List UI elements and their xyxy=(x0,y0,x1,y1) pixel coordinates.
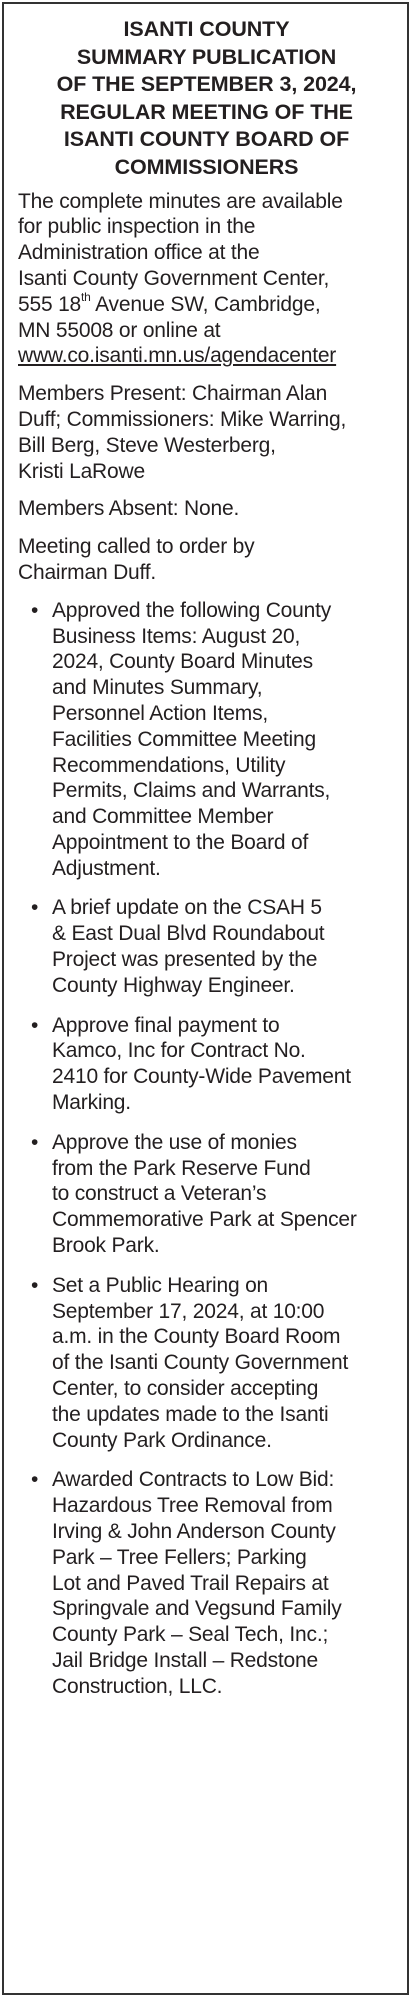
title-line: ISANTI COUNTY BOARD OF xyxy=(63,127,350,152)
text-line: The complete minutes are available xyxy=(18,189,343,213)
text-line: Brook Park. xyxy=(52,1234,160,1258)
text-line: & East Dual Blvd Roundabout xyxy=(52,922,325,946)
text-line: Lot and Paved Trail Repairs at xyxy=(52,1571,329,1595)
text-line: Personnel Action Items, xyxy=(52,701,269,725)
intro-paragraph xyxy=(18,189,395,370)
title-line: SUMMARY PUBLICATION xyxy=(76,44,337,69)
list-item xyxy=(18,895,395,998)
text-line: September 17, 2024, at 10:00 xyxy=(52,1299,325,1323)
text-line: Adjustment. xyxy=(52,856,161,880)
list-item xyxy=(18,598,395,882)
action-items-list xyxy=(18,598,395,1700)
text-line: from the Park Reserve Fund xyxy=(52,1156,311,1180)
address-line xyxy=(18,289,395,318)
text-line: 2410 for County-Wide Pavement xyxy=(52,1065,351,1089)
list-item xyxy=(18,1130,395,1259)
title-line: REGULAR MEETING OF THE xyxy=(60,99,353,124)
public-notice xyxy=(2,2,409,1995)
text-line: Duff; Commissioners: Mike Warring, xyxy=(18,407,347,431)
text-line: Appointment to the Board of xyxy=(52,830,309,854)
text-line: Members Present: Chairman Alan xyxy=(18,382,328,406)
title-line: COMMISSIONERS xyxy=(114,154,299,179)
members-present xyxy=(18,381,395,484)
list-item xyxy=(18,1467,395,1699)
text-line: County Highway Engineer. xyxy=(52,973,295,997)
text-line: Approve final payment to xyxy=(52,1013,280,1037)
bullet-icon: • xyxy=(31,598,39,622)
called-to-order xyxy=(18,534,395,586)
text-line: 2024, County Board Minutes xyxy=(52,650,313,674)
text-line: Project was presented by the xyxy=(52,948,318,972)
text-line: and Minutes Summary, xyxy=(52,676,263,700)
text-line: Set a Public Hearing on xyxy=(52,1273,269,1297)
text-line: Business Items: August 20, xyxy=(52,624,301,648)
text-line: County Park – Seal Tech, Inc.; xyxy=(52,1623,329,1647)
address-number: 555 18 xyxy=(18,292,82,316)
text-line: Meeting called to order by xyxy=(18,535,255,559)
notice-title xyxy=(18,16,395,182)
members-absent xyxy=(18,496,395,522)
text-line: Springvale and Vegsund Family xyxy=(52,1597,342,1621)
text-line: MN 55008 or online at xyxy=(18,318,221,342)
text-line: of the Isanti County Government xyxy=(52,1351,349,1375)
text-line: Park – Tree Fellers; Parking xyxy=(52,1545,307,1569)
text-line: Commemorative Park at Spencer xyxy=(52,1208,357,1232)
address-street: Avenue SW, Cambridge, xyxy=(90,292,321,316)
list-item xyxy=(18,1273,395,1454)
title-line: OF THE SEPTEMBER 3, 2024, xyxy=(56,72,357,97)
text-line: Facilities Committee Meeting xyxy=(52,727,316,751)
text-line: Bill Berg, Steve Westerberg, xyxy=(18,433,276,457)
text-line: Approved the following County xyxy=(52,598,332,622)
text-line: Marking. xyxy=(52,1091,131,1115)
text-line: for public inspection in the xyxy=(18,215,256,239)
text-line: Administration office at the xyxy=(18,241,260,265)
text-line: Members Absent: None. xyxy=(18,497,240,521)
text-line: Isanti County Government Center, xyxy=(18,266,330,290)
text-line: Jail Bridge Install – Redstone xyxy=(52,1649,318,1672)
text-line: Recommendations, Utility xyxy=(52,753,286,777)
agenda-center-link[interactable]: www.co.isanti.mn.us/agendacenter xyxy=(18,344,337,368)
text-line: the updates made to the Isanti xyxy=(52,1402,329,1426)
text-line: Hazardous Tree Removal from xyxy=(52,1494,333,1518)
text-line: and Committee Member xyxy=(52,805,274,829)
bullet-icon: • xyxy=(31,1273,39,1297)
text-line: Kristi LaRowe xyxy=(18,459,145,483)
text-line: Center, to consider accepting xyxy=(52,1377,319,1401)
bullet-icon: • xyxy=(31,896,39,920)
ordinal-suffix: th xyxy=(81,289,91,304)
text-line: Construction, LLC. xyxy=(52,1674,223,1698)
notice-body xyxy=(18,189,395,1700)
bullet-icon: • xyxy=(31,1013,39,1037)
text-line: a.m. in the County Board Room xyxy=(52,1325,341,1349)
list-item xyxy=(18,1013,395,1116)
text-line: to construct a Veteran’s xyxy=(52,1182,267,1206)
title-line: ISANTI COUNTY xyxy=(123,17,290,41)
text-line: County Park Ordinance. xyxy=(52,1428,272,1452)
text-line: Approve the use of monies xyxy=(52,1130,297,1154)
text-line: A brief update on the CSAH 5 xyxy=(52,896,322,920)
bullet-icon: • xyxy=(31,1468,39,1492)
text-line: Kamco, Inc for Contract No. xyxy=(52,1039,306,1063)
text-line: Awarded Contracts to Low Bid: xyxy=(52,1468,335,1492)
text-line: Chairman Duff. xyxy=(18,560,157,584)
text-line: Irving & John Anderson County xyxy=(52,1520,336,1544)
bullet-icon: • xyxy=(31,1130,39,1154)
text-line: Permits, Claims and Warrants, xyxy=(52,779,331,803)
